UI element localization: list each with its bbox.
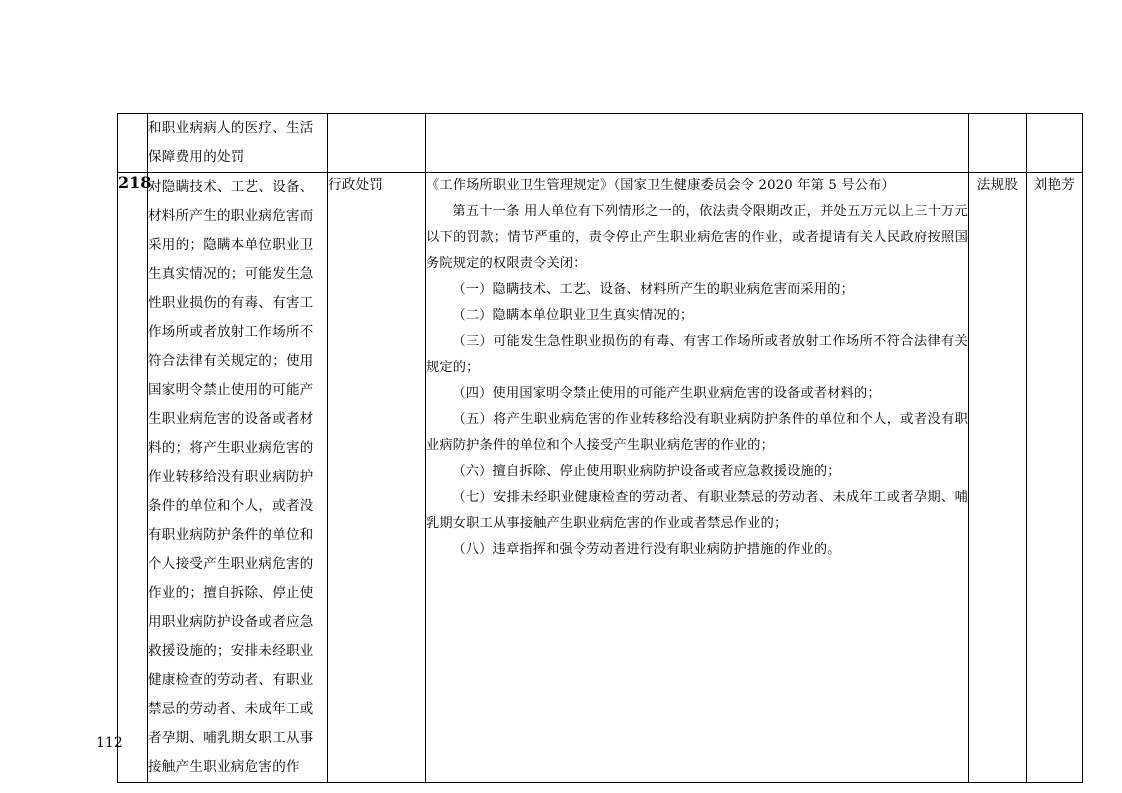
legal-basis-paragraph: （二）隐瞒本单位职业卫生真实情况的； xyxy=(452,308,694,323)
row-type xyxy=(328,114,426,173)
row-number xyxy=(118,114,148,173)
row-legal-basis xyxy=(426,173,969,783)
legal-basis-paragraph: （一）隐瞒技术、工艺、设备、材料所产生的职业病危害而采用的； xyxy=(452,282,855,297)
legal-basis-paragraph: 《工作场所职业卫生管理规定》（国家卫生健康委员会令 2020 年第 5 号公布） xyxy=(426,178,895,193)
legal-basis-paragraph: （八）违章指挥和强令劳动者进行没有职业病防护措施的作业的。 xyxy=(452,542,841,557)
regulation-table xyxy=(117,113,1083,783)
legal-basis-paragraph: 第五十一条 用人单位有下列情形之一的，依法责令限期改正，并处五万元以上三十万元以下的罚款；情节严重的，责令停止产生职业病危害的作业，或者提请有关人民政府按照国务院规定的权限责令关闭： xyxy=(426,204,968,271)
table-row xyxy=(118,114,1083,173)
legal-basis-paragraph: （三）可能发生急性职业损伤的有毒、有害工作场所或者放射工作场所不符合法律有关规定的； xyxy=(426,334,968,375)
legal-basis-paragraph: （五）将产生职业病危害的作业转移给没有职业病防护条件的单位和个人，或者没有职业病防护条件的单位和个人接受产生职业病危害的作业的； xyxy=(426,412,968,453)
page-number: 112 xyxy=(96,735,123,751)
legal-basis-paragraph: （六）擅自拆除、停止使用职业病防护设备或者应急救援设施的； xyxy=(452,464,841,479)
row-type: 行政处罚 xyxy=(328,173,426,783)
row-department: 法规股 xyxy=(969,173,1027,783)
row-item-name: 和职业病病人的医疗、生活保障费用的处罚 xyxy=(148,114,328,173)
row-department xyxy=(969,114,1027,173)
table-row xyxy=(118,173,1083,783)
row-number: 218 xyxy=(118,173,148,783)
legal-basis-paragraph: （四）使用国家明令禁止使用的可能产生职业病危害的设备或者材料的； xyxy=(452,386,881,401)
row-person xyxy=(1027,114,1083,173)
legal-basis-paragraph: （七）安排未经职业健康检查的劳动者、有职业禁忌的劳动者、未成年工或者孕期、哺乳期女职工从事接触产生职业病危害的作业或者禁忌作业的； xyxy=(426,490,968,531)
row-person: 刘艳芳 xyxy=(1027,173,1083,783)
row-item-name: 对隐瞒技术、工艺、设备、材料所产生的职业病危害而采用的；隐瞒本单位职业卫生真实情况的；可能发生急性职业损伤的有毒、有害工作场所或者放射工作场所不符合法律有关规定的；使用国家明令禁止使用的可能产生职业病危害的设备或者材料的；将产生职业病危害的作业转移给没有职业病防护条件的单位和个人，或者没有职业病防护条件的单位和个人接受产生职业病危害的作业的；擅自拆除、停止使用职业病防护设备或者应急救援设施的；安排未经职业健康检查的劳动者、有职业禁忌的劳动者、未成年工或者孕期、哺乳期女职工从事接触产生职业病危害的作 xyxy=(148,173,328,783)
row-legal-basis xyxy=(426,114,969,173)
